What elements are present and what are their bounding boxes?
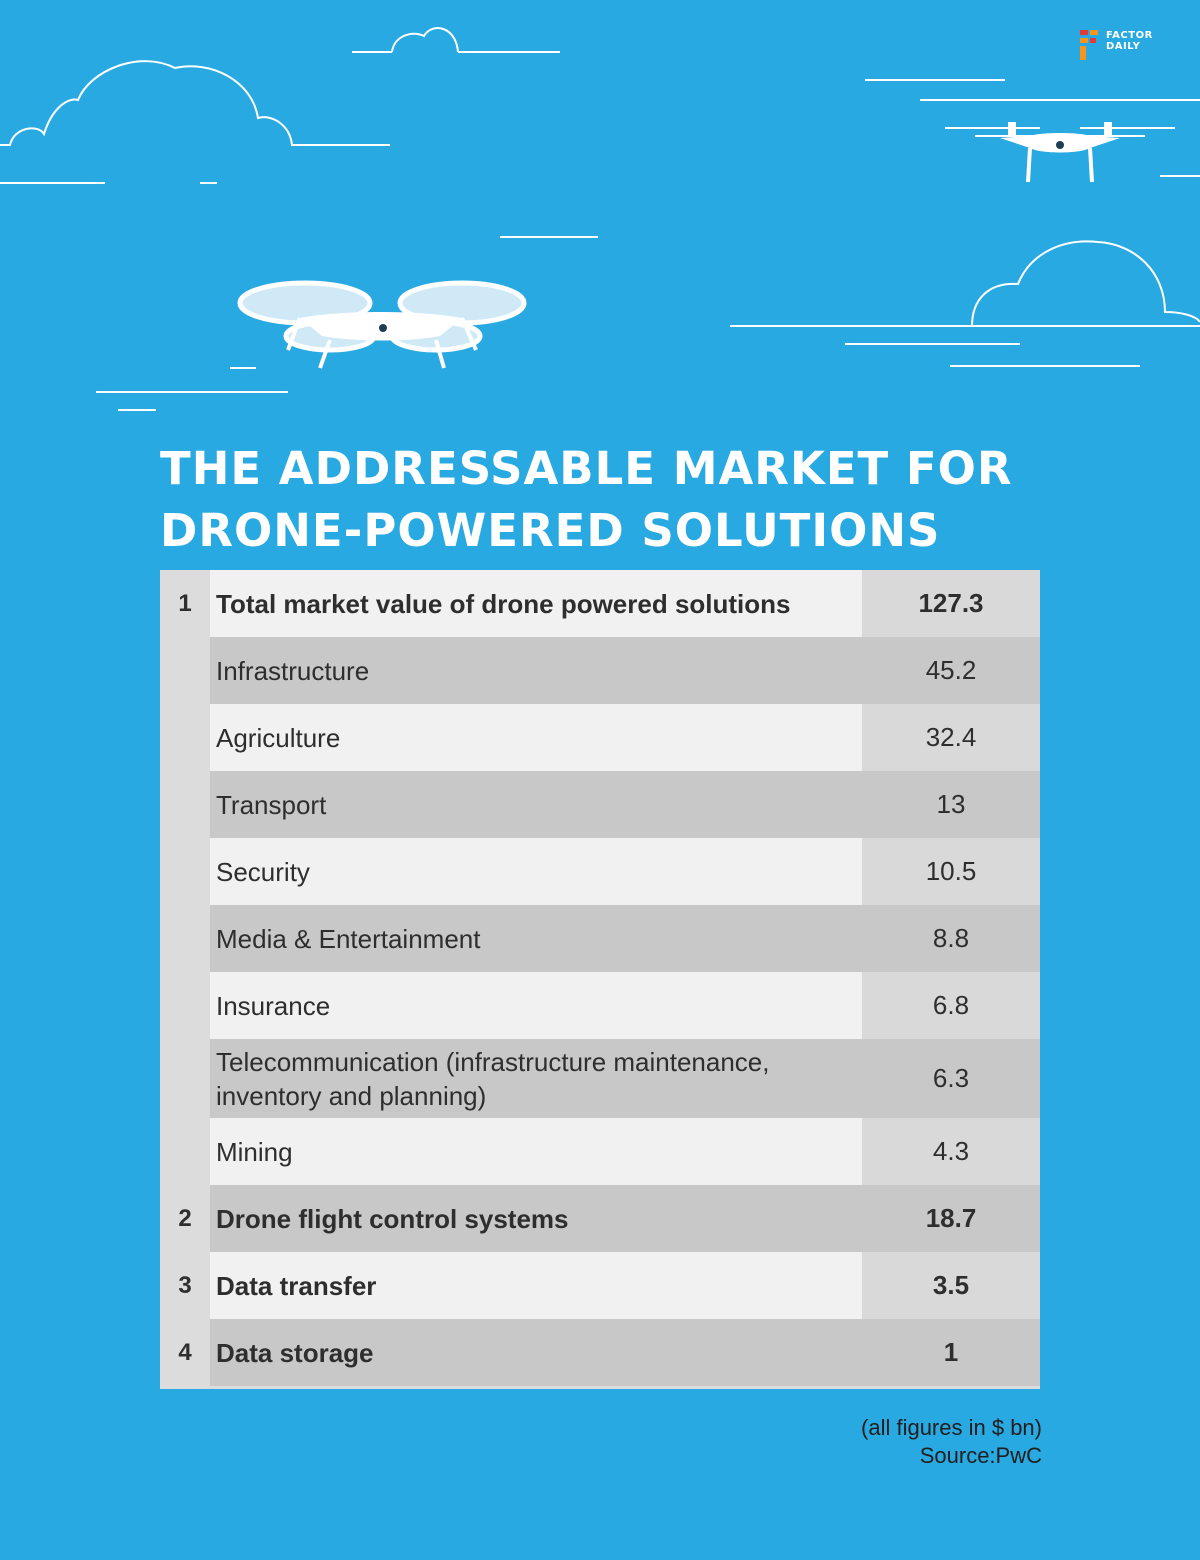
row-number: 3 — [178, 1271, 192, 1299]
row-value: 127.3 — [862, 570, 1040, 637]
row-value: 32.4 — [862, 704, 1040, 771]
table-row — [160, 1319, 1040, 1386]
table-row — [160, 972, 1040, 1039]
row-number — [160, 972, 210, 1039]
cloud-icon — [392, 28, 458, 52]
row-value: 1 — [862, 1319, 1040, 1386]
table-row — [160, 637, 1040, 704]
row-value: 13 — [862, 771, 1040, 838]
row-value: 3.5 — [862, 1252, 1040, 1319]
table-row — [160, 838, 1040, 905]
row-label: Total market value of drone powered solutions — [210, 570, 862, 637]
row-number — [160, 1118, 210, 1185]
page-title — [160, 438, 1120, 562]
drone-icon — [945, 122, 1175, 182]
row-number: 2 — [178, 1204, 192, 1232]
table-row — [160, 1185, 1040, 1252]
units-note: (all figures in $ bn) — [861, 1415, 1042, 1440]
row-label: Data transfer — [210, 1252, 862, 1319]
row-label: Agriculture — [210, 704, 862, 771]
row-value: 10.5 — [862, 838, 1040, 905]
row-number: 4 — [178, 1338, 192, 1366]
row-number — [160, 905, 210, 972]
row-label: Mining — [210, 1118, 862, 1185]
market-table — [160, 570, 1040, 1389]
row-number — [160, 704, 210, 771]
source-note: Source:PwC — [919, 1443, 1042, 1468]
row-number — [160, 771, 210, 838]
logo-text: FACTOR DAILY — [1106, 30, 1153, 52]
row-label: Drone flight control systems — [210, 1185, 862, 1252]
logo-mark-icon — [1078, 28, 1102, 66]
row-value: 6.8 — [862, 972, 1040, 1039]
row-label: Media & Entertainment — [210, 905, 862, 972]
title-line: THE ADDRESSABLE MARKET FOR — [160, 442, 1013, 495]
row-label: Insurance — [210, 972, 862, 1039]
row-label: Data storage — [210, 1319, 862, 1386]
table-row — [160, 771, 1040, 838]
row-value: 8.8 — [862, 905, 1040, 972]
table-row — [160, 905, 1040, 972]
row-label: Infrastructure — [210, 637, 862, 704]
row-number — [160, 1039, 210, 1118]
row-number — [160, 838, 210, 905]
sky-lines — [0, 52, 1200, 410]
row-value: 6.3 — [862, 1039, 1040, 1118]
row-value: 18.7 — [862, 1185, 1040, 1252]
table-row — [160, 1039, 1040, 1118]
footnote — [861, 1414, 1042, 1470]
drone-icon — [240, 283, 524, 368]
title-line: DRONE-POWERED SOLUTIONS — [160, 504, 941, 557]
cloud-icon — [972, 241, 1200, 326]
row-label: Security — [210, 838, 862, 905]
row-number: 1 — [178, 589, 192, 617]
table-row — [160, 1252, 1040, 1319]
table-row — [160, 570, 1040, 637]
table-row — [160, 704, 1040, 771]
cloud-icon — [0, 61, 390, 145]
row-value: 45.2 — [862, 637, 1040, 704]
factor-daily-logo — [1078, 28, 1168, 68]
row-label: Telecommunication (infrastructure maintenance, inventory and planning) — [210, 1039, 862, 1118]
row-value: 4.3 — [862, 1118, 1040, 1185]
row-label: Transport — [210, 771, 862, 838]
table-row — [160, 1118, 1040, 1185]
row-number — [160, 637, 210, 704]
